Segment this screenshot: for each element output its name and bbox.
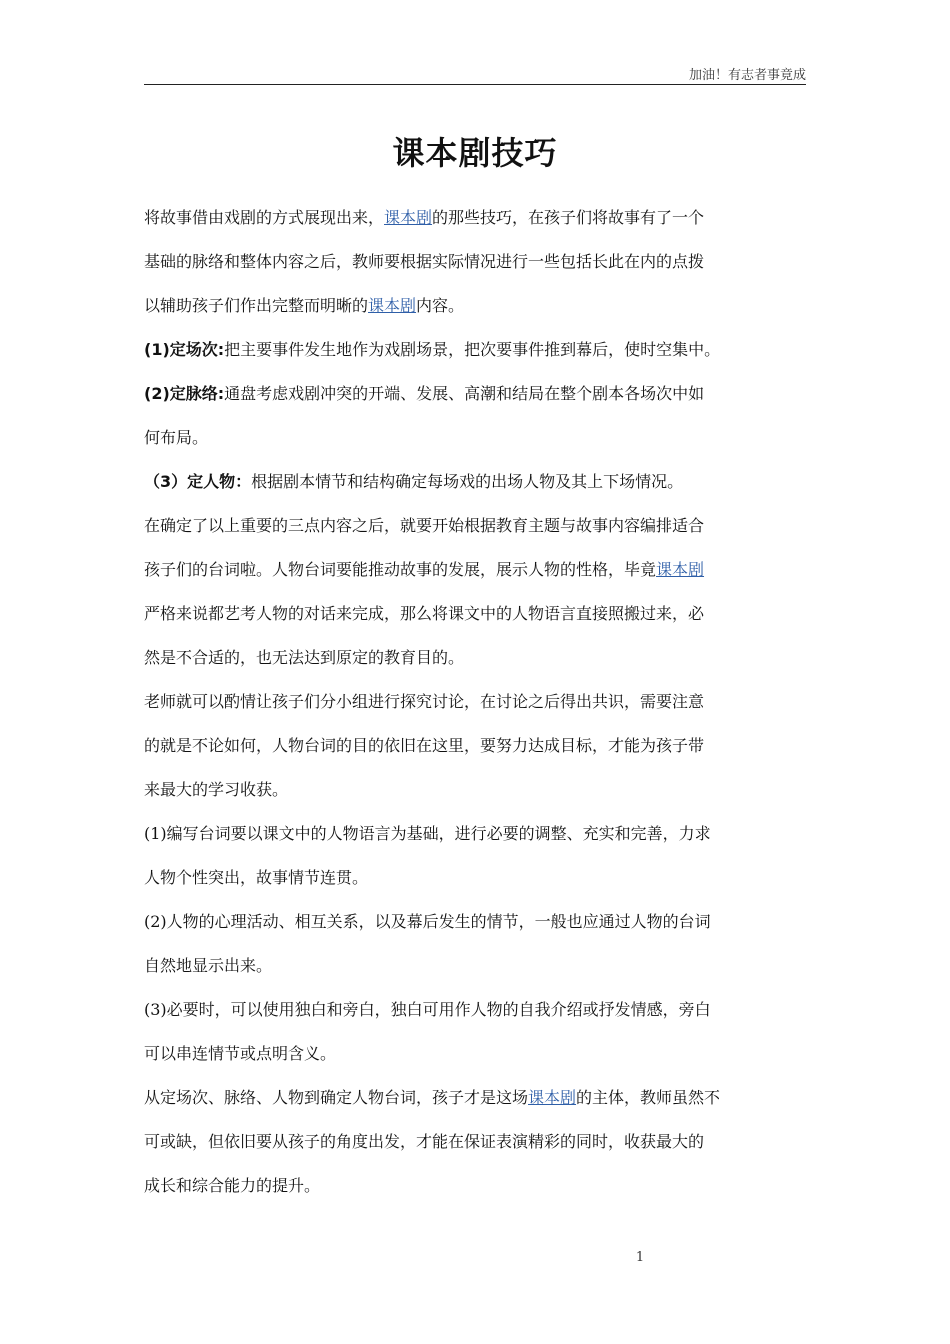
keben-ju-link[interactable]: 课本剧 <box>368 296 417 315</box>
rule-2-line-1: (2)人物的心理活动、相互关系，以及幕后发生的情节，一般也应通过人物的台词 <box>144 912 711 931</box>
item-label: （3）定人物： <box>144 472 252 491</box>
item-label: (1)定场次: <box>144 340 225 359</box>
keben-ju-link[interactable]: 课本剧 <box>656 560 705 579</box>
item-3 <box>144 460 812 504</box>
text-run: 将故事借由戏剧的方式展现出来， <box>144 208 385 227</box>
para3-line-1: 老师就可以酌情让孩子们分小组进行探究讨论，在讨论之后得出共识，需要注意 <box>144 692 705 711</box>
item-text: 根据剧本情节和结构确定每场戏的出场人物及其上下场情况。 <box>251 472 684 491</box>
rule-1-line-1: (1)编写台词要以课文中的人物语言为基础，进行必要的调整、充实和完善，力求 <box>144 824 711 843</box>
text-run: 从定场次、脉络、人物到确定人物台词，孩子才是这场 <box>144 1088 529 1107</box>
rule-1-line-2: 人物个性突出，故事情节连贯。 <box>144 868 369 887</box>
item-1 <box>144 328 812 372</box>
rule-3-line-1: (3)必要时，可以使用独白和旁白，独白可用作人物的自我介绍或抒发情感，旁白 <box>144 1000 711 1019</box>
text-run: 的那些技巧，在孩子们将故事有了一个 <box>432 208 705 227</box>
item-2 <box>144 372 812 416</box>
para2-line-3: 严格来说都艺考人物的对话来完成，那么将课文中的人物语言直接照搬过来，必 <box>144 604 705 623</box>
document-body <box>144 196 812 1208</box>
para3-line-2: 的就是不论如何，人物台词的目的依旧在这里，要努力达成目标，才能为孩子带 <box>144 736 705 755</box>
para4-line-3: 成长和综合能力的提升。 <box>144 1176 321 1195</box>
item-label: (2)定脉络: <box>144 384 225 403</box>
para4-line-2: 可或缺，但依旧要从孩子的角度出发，才能在保证表演精彩的同时，收获最大的 <box>144 1132 705 1151</box>
para3-line-3: 来最大的学习收获。 <box>144 780 289 799</box>
para2-line-4: 然是不合适的，也无法达到原定的教育目的。 <box>144 648 465 667</box>
keben-ju-link[interactable]: 课本剧 <box>528 1088 577 1107</box>
text-run: 以辅助孩子们作出完整而明晰的 <box>144 296 369 315</box>
intro-line-3 <box>144 284 812 328</box>
intro-line-2: 基础的脉络和整体内容之后，教师要根据实际情况进行一些包括长此在内的点拨 <box>144 252 705 271</box>
item-text: 把主要事件发生地作为戏剧场景，把次要事件推到幕后，使时空集中。 <box>224 340 721 359</box>
para2-line-2 <box>144 548 812 592</box>
rule-2-line-2: 自然地显示出来。 <box>144 956 273 975</box>
item-2-cont: 何布局。 <box>144 428 209 447</box>
header-motto: 加油！有志者事竟成 <box>688 68 806 83</box>
intro-line-1 <box>144 196 812 240</box>
para2-line-1: 在确定了以上重要的三点内容之后，就要开始根据教育主题与故事内容编排适合 <box>144 516 705 535</box>
text-run: 孩子们的台词啦。人物台词要能推动故事的发展，展示人物的性格，毕竟 <box>144 560 657 579</box>
text-run: 的主体，教师虽然不 <box>576 1088 721 1107</box>
document-title: 课本剧技巧 <box>392 134 558 172</box>
rule-3-line-2: 可以串连情节或点明含义。 <box>144 1044 337 1063</box>
keben-ju-link[interactable]: 课本剧 <box>384 208 433 227</box>
page-number: 1 <box>635 1250 645 1265</box>
para4-line-1 <box>144 1076 812 1120</box>
item-text: 通盘考虑戏剧冲突的开端、发展、高潮和结局在整个剧本各场次中如 <box>224 384 705 403</box>
page-header <box>144 62 806 85</box>
text-run: 内容。 <box>416 296 465 315</box>
